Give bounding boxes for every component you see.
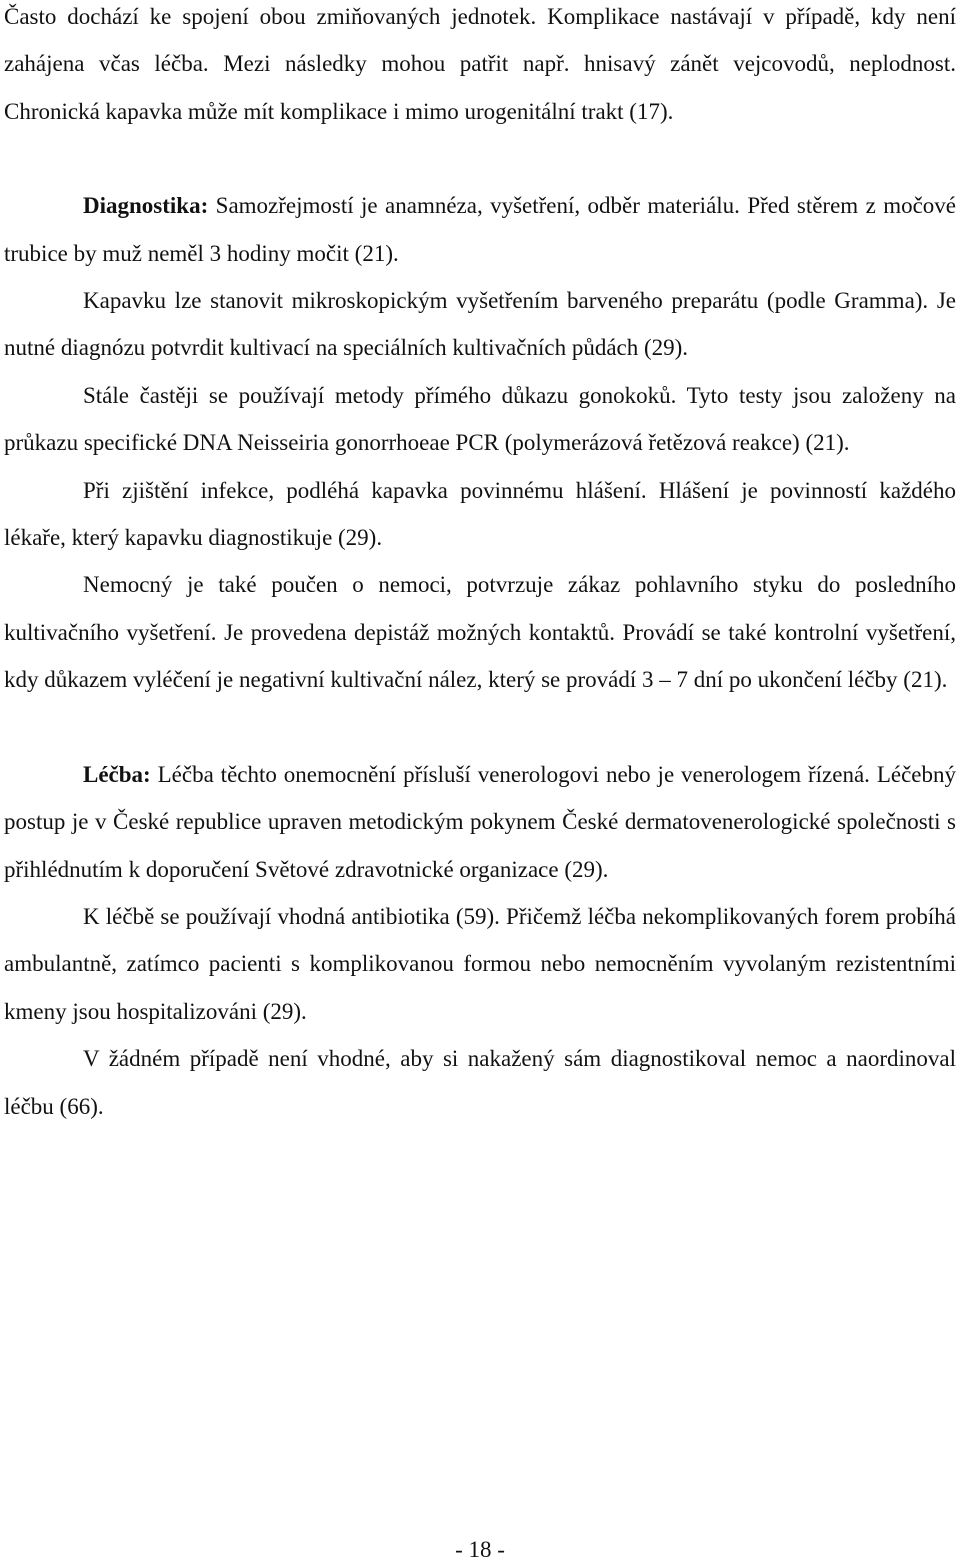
paragraph-complications: Často dochází ke spojení obou zmiňovaných jednotek. Komplikace nastávají v případě, kdy není zahájena včas léčba. Mezi následky mohou patřit např. hnisavý zánět vejcovodů, neplodnost. Chronická kapavka může mít komplikace i mimo urogenitální trakt (17). [4,4,956,124]
diagnostics-text: Samozřejmostí je anamnéza, vyšetření, odběr materiálu. Před stěrem z močové trubice by muž neměl 3 hodiny močit (21). [4,193,956,266]
paragraph-microscopy: Kapavku lze stanovit mikroskopickým vyšetřením barveného preparátu (podle Gramma). Je nutné diagnózu potvrdit kultivací na speciálních kultivačních půdách (29). [4,288,956,361]
paragraph-treatment [4,751,956,893]
paragraph-antibiotics: K léčbě se používají vhodná antibiotika (59). Přičemž léčba nekomplikovaných forem probíhá ambulantně, zatímco pacienti s komplikovanou formou nebo nemocněním vyvolaným rezistentními kmeny jsou hospitalizováni (29). [4,903,956,1024]
treatment-text: Léčba těchto onemocnění přísluší venerologovi nebo je venerologem řízená. Léčebný postup je v České republice upraven metodickým pokynem České dermatovenerologické společnosti s přihlédnutím k doporučení Světové zdravotnické organizace (29). [4,761,956,882]
treatment-heading: Léčba: [83,761,151,787]
paragraph-reporting: Při zjištění infekce, podléhá kapavka povinnému hlášení. Hlášení je povinností každého lékaře, který kapavku diagnostikuje (29). [4,477,956,551]
paragraph-dna-tests: Stále častěji se používají metody přímého důkazu gonokoků. Tyto testy jsou založeny na průkazu specifické DNA Neisseiria gonorrhoeae PCR (polymerázová řetězová reakce) (21). [4,382,956,456]
paragraph-patient-instruction: Nemocný je také poučen o nemoci, potvrzuje zákaz pohlavního styku do posledního kultivačního vyšetření. Je provedena depistáž možných kontaktů. Provádí se také kontrolní vyšetření, kdy důkazem vyléčení je negativní kultivační nález, který se provádí 3 – 7 dní po ukončení léčby (21). [4,572,956,693]
document-page [4,0,956,1130]
diagnostics-heading: Diagnostika: [83,193,209,219]
paragraph-self-diagnosis: V žádném případě není vhodné, aby si nakažený sám diagnostikoval nemoc a naordinoval léčbu (66). [4,1046,956,1119]
paragraph-diagnostics [4,182,956,277]
page-number: - 18 - [455,1537,505,1562]
